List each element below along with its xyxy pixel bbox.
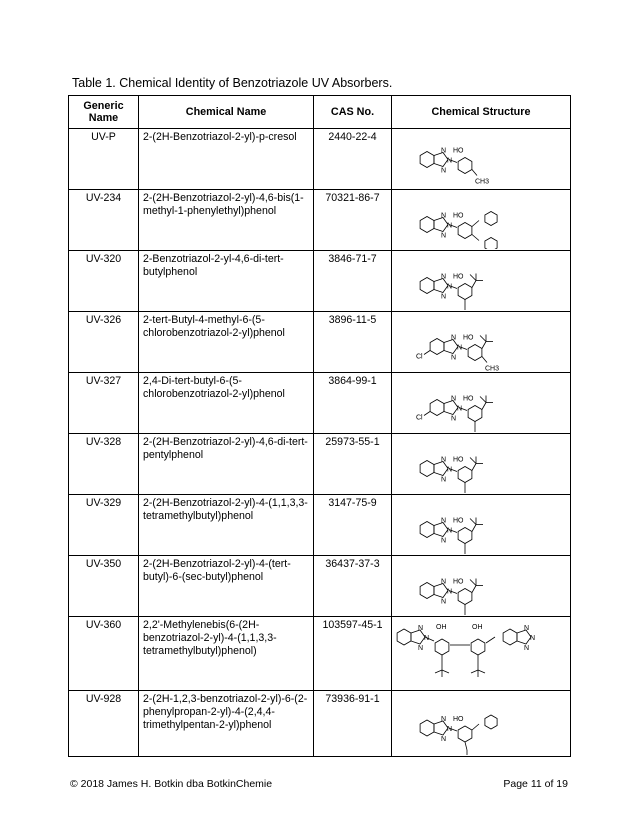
nitrogen-label: N bbox=[441, 736, 447, 743]
chemical-name: 2-(2H-Benzotriazol-2-yl)-4,6-bis(1-methyl-1-phenylethyl)phenol bbox=[139, 190, 314, 251]
hydroxyl-label: HO bbox=[453, 517, 464, 525]
nitrogen-label: N bbox=[447, 283, 453, 291]
hydroxyl-label: HO bbox=[453, 147, 464, 155]
header-generic: Generic Name bbox=[69, 96, 139, 129]
chemical-structure bbox=[392, 617, 571, 691]
chemical-name: 2-(2H-Benzotriazol-2-yl)-4-(tert-butyl)-6-(sec-butyl)phenol bbox=[139, 556, 314, 617]
footer-page-number: Page 11 of 19 bbox=[503, 778, 568, 790]
generic-name: UV-360 bbox=[69, 617, 139, 691]
hydroxyl-label: HO bbox=[453, 212, 464, 220]
nitrogen-label: N bbox=[451, 354, 457, 362]
nitrogen-label: N bbox=[447, 527, 453, 535]
structure-diagram bbox=[392, 373, 571, 432]
nitrogen-label: N bbox=[441, 476, 447, 484]
table-row bbox=[69, 556, 571, 617]
table-row bbox=[69, 617, 571, 691]
generic-name: UV-327 bbox=[69, 373, 139, 434]
table-row bbox=[69, 691, 571, 757]
table-row bbox=[69, 190, 571, 251]
hydroxyl-label: HO bbox=[453, 273, 464, 281]
chlorine-label: Cl bbox=[416, 353, 423, 361]
cas-number: 3147-75-9 bbox=[314, 495, 392, 556]
benzotriazole-table bbox=[68, 95, 571, 757]
chemical-name: 2-(2H-1,2,3-benzotriazol-2-yl)-6-(2-phenylpropan-2-yl)-4-(2,4,4-trimethylpentan-2-yl)phenol bbox=[139, 691, 314, 757]
chemical-name: 2-Benzotriazol-2-yl-4,6-di-tert-butylphenol bbox=[139, 251, 314, 312]
nitrogen-label: N bbox=[424, 635, 430, 642]
nitrogen-label: N bbox=[524, 625, 530, 632]
nitrogen-label: N bbox=[447, 466, 453, 474]
chemical-structure bbox=[392, 312, 571, 373]
chemical-structure bbox=[392, 434, 571, 495]
hydroxyl-label: HO bbox=[453, 578, 464, 586]
header-cas: CAS No. bbox=[314, 96, 392, 129]
nitrogen-label: N bbox=[441, 232, 447, 240]
chemical-structure bbox=[392, 556, 571, 617]
cas-number: 2440-22-4 bbox=[314, 129, 392, 190]
structure-diagram bbox=[392, 190, 571, 249]
header-row bbox=[69, 96, 571, 129]
chemical-name: 2,4-Di-tert-butyl-6-(5-chlorobenzotriazol-2-yl)phenol bbox=[139, 373, 314, 434]
cas-number: 73936-91-1 bbox=[314, 691, 392, 757]
hydroxyl-label: OH bbox=[472, 624, 483, 631]
chemical-structure bbox=[392, 373, 571, 434]
cas-number: 3846-71-7 bbox=[314, 251, 392, 312]
structure-diagram bbox=[392, 129, 571, 188]
chlorine-label: Cl bbox=[416, 414, 423, 422]
generic-name: UV-P bbox=[69, 129, 139, 190]
chemical-name: 2-tert-Butyl-4-methyl-6-(5-chlorobenzotriazol-2-yl)phenol bbox=[139, 312, 314, 373]
chemical-name: 2-(2H-Benzotriazol-2-yl)-4-(1,1,3,3-tetramethylbutyl)phenol bbox=[139, 495, 314, 556]
chemical-name: 2,2'-Methylenebis(6-(2H-benzotriazol-2-yl)-4-(1,1,3,3-tetramethylbutyl)phenol) bbox=[139, 617, 314, 691]
hydroxyl-label: HO bbox=[463, 395, 474, 403]
structure-diagram bbox=[392, 617, 571, 689]
generic-name: UV-328 bbox=[69, 434, 139, 495]
nitrogen-label: N bbox=[524, 645, 530, 652]
nitrogen-label: N bbox=[441, 273, 447, 281]
nitrogen-label: N bbox=[418, 645, 424, 652]
cas-number: 3896-11-5 bbox=[314, 312, 392, 373]
generic-name: UV-234 bbox=[69, 190, 139, 251]
nitrogen-label: N bbox=[441, 537, 447, 545]
methyl-label: CH3 bbox=[485, 365, 500, 371]
nitrogen-label: N bbox=[447, 222, 453, 230]
nitrogen-label: N bbox=[441, 716, 447, 723]
table-row bbox=[69, 251, 571, 312]
nitrogen-label: N bbox=[441, 578, 447, 586]
nitrogen-label: N bbox=[447, 157, 453, 165]
generic-name: UV-928 bbox=[69, 691, 139, 757]
nitrogen-label: N bbox=[441, 212, 447, 220]
nitrogen-label: N bbox=[441, 598, 447, 606]
hydroxyl-label: HO bbox=[453, 456, 464, 464]
nitrogen-label: N bbox=[457, 344, 463, 352]
structure-diagram bbox=[392, 312, 571, 371]
nitrogen-label: N bbox=[441, 456, 447, 464]
structure-diagram bbox=[392, 495, 571, 554]
cas-number: 3864-99-1 bbox=[314, 373, 392, 434]
nitrogen-label: N bbox=[441, 147, 447, 155]
methyl-label: CH3 bbox=[475, 178, 490, 186]
generic-name: UV-326 bbox=[69, 312, 139, 373]
structure-diagram bbox=[392, 691, 571, 755]
hydroxyl-label: HO bbox=[453, 716, 464, 723]
nitrogen-label: N bbox=[457, 405, 463, 413]
chemical-structure bbox=[392, 190, 571, 251]
chemical-structure bbox=[392, 495, 571, 556]
structure-diagram bbox=[392, 251, 571, 310]
table-row bbox=[69, 312, 571, 373]
nitrogen-label: N bbox=[441, 167, 447, 175]
hydroxyl-label: HO bbox=[463, 334, 474, 342]
footer-copyright: © 2018 James H. Botkin dba BotkinChemie bbox=[70, 778, 273, 790]
chemical-structure bbox=[392, 691, 571, 757]
chemical-structure bbox=[392, 251, 571, 312]
nitrogen-label: N bbox=[441, 293, 447, 301]
structure-diagram bbox=[392, 556, 571, 615]
structure-diagram bbox=[392, 434, 571, 493]
hydroxyl-label: OH bbox=[436, 624, 447, 631]
nitrogen-label: N bbox=[451, 415, 457, 423]
chemical-name: 2-(2H-Benzotriazol-2-yl)-4,6-di-tert-pentylphenol bbox=[139, 434, 314, 495]
cas-number: 25973-55-1 bbox=[314, 434, 392, 495]
header-structure: Chemical Structure bbox=[392, 96, 571, 129]
nitrogen-label: N bbox=[441, 517, 447, 525]
generic-name: UV-350 bbox=[69, 556, 139, 617]
nitrogen-label: N bbox=[447, 726, 453, 733]
nitrogen-label: N bbox=[418, 625, 424, 632]
table-row bbox=[69, 373, 571, 434]
table-row bbox=[69, 434, 571, 495]
generic-name: UV-320 bbox=[69, 251, 139, 312]
cas-number: 36437-37-3 bbox=[314, 556, 392, 617]
cas-number: 70321-86-7 bbox=[314, 190, 392, 251]
chemical-name: 2-(2H-Benzotriazol-2-yl)-p-cresol bbox=[139, 129, 314, 190]
chemical-structure bbox=[392, 129, 571, 190]
nitrogen-label: N bbox=[530, 635, 536, 642]
table-caption: Table 1. Chemical Identity of Benzotriazole UV Absorbers. bbox=[72, 76, 393, 90]
header-chemical: Chemical Name bbox=[139, 96, 314, 129]
table-row bbox=[69, 129, 571, 190]
nitrogen-label: N bbox=[447, 588, 453, 596]
nitrogen-label: N bbox=[451, 334, 457, 342]
nitrogen-label: N bbox=[451, 395, 457, 403]
generic-name: UV-329 bbox=[69, 495, 139, 556]
table-row bbox=[69, 495, 571, 556]
cas-number: 103597-45-1 bbox=[314, 617, 392, 691]
